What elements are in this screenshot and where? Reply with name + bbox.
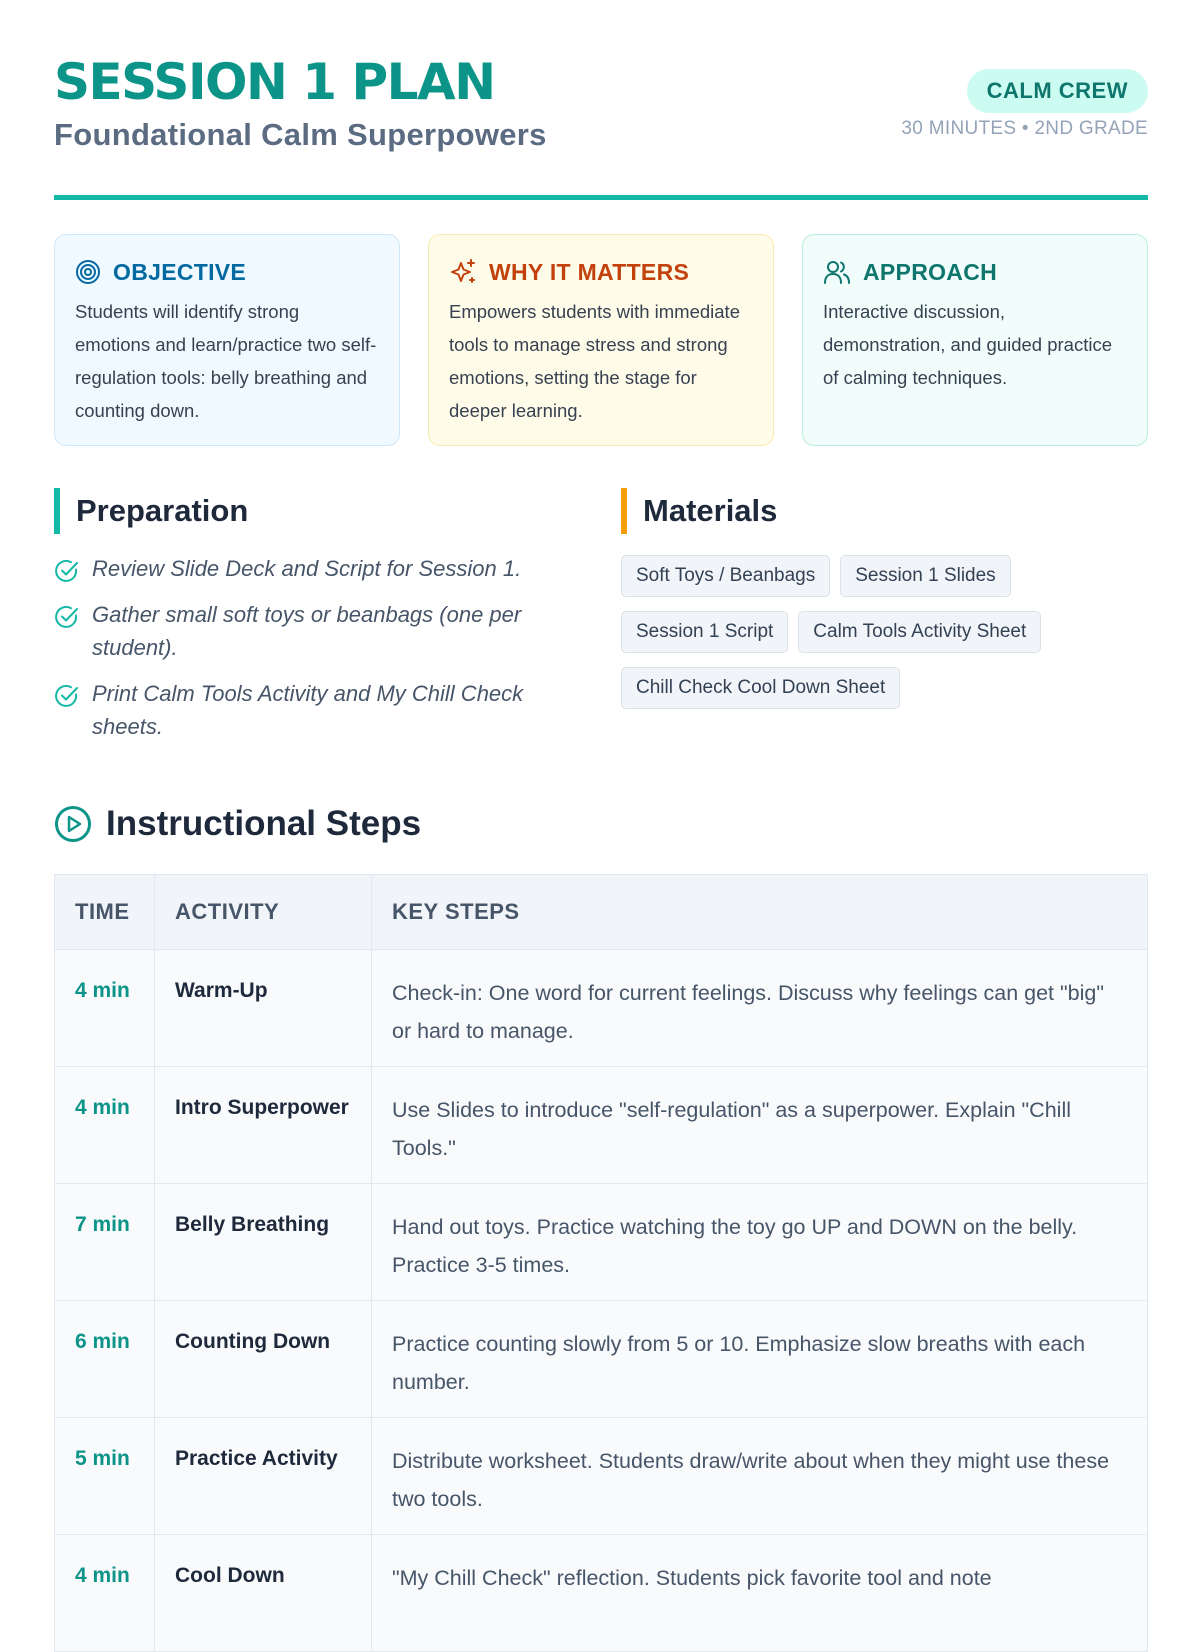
time-cell: 6 min — [55, 1301, 155, 1418]
key-steps-cell: "My Chill Check" reflection. Students pick favorite tool and note — [372, 1535, 1148, 1652]
sparkles-icon — [449, 258, 477, 286]
key-steps-cell: Hand out toys. Practice watching the toy go UP and DOWN on the belly. Practice 3-5 times. — [372, 1184, 1148, 1301]
material-chip: Chill Check Cool Down Sheet — [621, 667, 900, 709]
material-chip: Session 1 Script — [621, 611, 788, 653]
preparation-item-text: Gather small soft toys or beanbags (one per student). — [92, 602, 522, 660]
table-row — [55, 1067, 1148, 1184]
activity-cell: Warm-Up — [155, 950, 372, 1067]
activity-cell: Cool Down — [155, 1535, 372, 1652]
approach-text: Interactive discussion, demonstration, and guided practice of calming techniques. — [823, 301, 1112, 388]
time-cell: 4 min — [55, 1535, 155, 1652]
column-header-key-steps: KEY STEPS — [372, 875, 1148, 950]
time-cell: 4 min — [55, 950, 155, 1067]
material-chip: Session 1 Slides — [840, 555, 1010, 597]
time-cell: 5 min — [55, 1418, 155, 1535]
info-cards — [54, 234, 1148, 446]
check-circle-icon — [54, 558, 80, 584]
preparation-list — [54, 552, 564, 756]
key-steps-cell: Practice counting slowly from 5 or 10. Emphasize slow breaths with each number. — [372, 1301, 1148, 1418]
preparation-item-text: Print Calm Tools Activity and My Chill Check sheets. — [92, 681, 524, 739]
program-badge: CALM CREW — [967, 69, 1148, 113]
material-chip: Soft Toys / Beanbags — [621, 555, 830, 597]
steps-title: Instructional Steps — [106, 804, 422, 843]
why-title: WHY IT MATTERS — [489, 258, 690, 285]
instructional-steps-table — [54, 874, 1148, 1652]
target-icon — [75, 259, 101, 285]
list-item — [54, 552, 564, 585]
activity-cell: Practice Activity — [155, 1418, 372, 1535]
lesson-plan-page — [54, 0, 1148, 1590]
table-row — [55, 950, 1148, 1067]
list-item — [54, 677, 564, 743]
check-circle-icon — [54, 683, 80, 709]
objective-title: OBJECTIVE — [113, 258, 247, 285]
objective-text: Students will identify strong emotions and learn/practice two self-regulation tools: belly breathing and counting down. — [75, 301, 377, 421]
activity-cell: Intro Superpower — [155, 1067, 372, 1184]
why-text: Empowers students with immediate tools to manage stress and strong emotions, setting the stage for deeper learning. — [449, 301, 740, 421]
preparation-title: Preparation — [54, 488, 248, 534]
objective-card — [54, 234, 400, 446]
approach-card — [802, 234, 1148, 446]
activity-cell: Belly Breathing — [155, 1184, 372, 1301]
users-icon — [823, 259, 851, 285]
time-cell: 4 min — [55, 1067, 155, 1184]
table-row — [55, 1535, 1148, 1652]
list-item — [54, 598, 564, 664]
key-steps-cell: Distribute worksheet. Students draw/write about when they might use these two tools. — [372, 1418, 1148, 1535]
page-title: SESSION 1 PLAN — [54, 53, 495, 111]
steps-header — [54, 804, 421, 844]
key-steps-cell: Use Slides to introduce "self-regulation" as a superpower. Explain "Chill Tools." — [372, 1067, 1148, 1184]
materials-title: Materials — [621, 488, 777, 534]
check-circle-icon — [54, 604, 80, 630]
table-row — [55, 1301, 1148, 1418]
key-steps-cell: Check-in: One word for current feelings. Discuss why feelings can get "big" or hard to manage. — [372, 950, 1148, 1067]
page-subtitle: Foundational Calm Superpowers — [54, 117, 547, 152]
table-row — [55, 1184, 1148, 1301]
table-header-row — [55, 875, 1148, 950]
why-it-matters-card — [428, 234, 774, 446]
column-header-time: TIME — [55, 875, 155, 950]
time-cell: 7 min — [55, 1184, 155, 1301]
column-header-activity: ACTIVITY — [155, 875, 372, 950]
header — [54, 0, 1148, 200]
approach-title: APPROACH — [863, 258, 998, 285]
materials-list — [621, 555, 1148, 723]
play-circle-icon — [54, 805, 92, 843]
material-chip: Calm Tools Activity Sheet — [798, 611, 1041, 653]
preparation-item-text: Review Slide Deck and Script for Session 1. — [92, 556, 522, 581]
session-meta: 30 MINUTES • 2ND GRADE — [901, 118, 1148, 139]
table-row — [55, 1418, 1148, 1535]
activity-cell: Counting Down — [155, 1301, 372, 1418]
